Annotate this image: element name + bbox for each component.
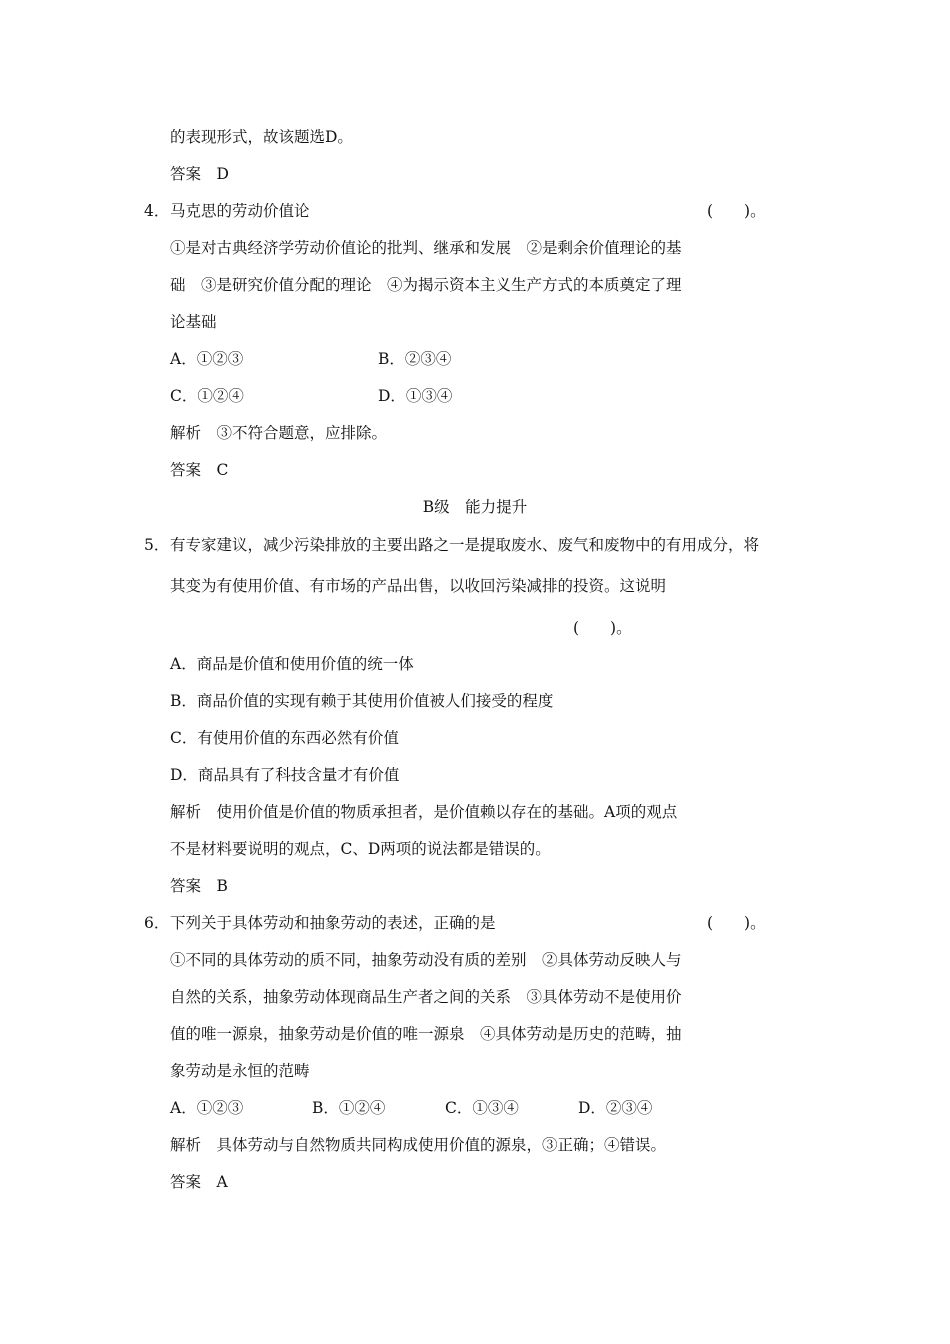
q6-answer-bracket: ( )。 <box>707 914 766 932</box>
q5-analysis-line: 不是材料要说明的观点，C、D两项的说法都是错误的。 <box>170 840 551 858</box>
q4-answer-bracket: ( )。 <box>707 202 766 220</box>
q6-analysis: 解析 具体劳动与自然物质共同构成使用价值的源泉，③正确；④错误。 <box>170 1136 667 1154</box>
q4-option-d: D．①③④ <box>378 387 453 405</box>
q6-option-d: D．②③④ <box>578 1099 653 1117</box>
q6-option-b: B．①②④ <box>312 1099 386 1117</box>
q6-number: 6． <box>144 914 170 932</box>
q5-option-d: D．商品具有了科技含量才有价值 <box>170 766 400 784</box>
q6-answer: 答案 A <box>170 1173 228 1191</box>
q5-stem-line: 有专家建议，减少污染排放的主要出路之一是提取废水、废气和废物中的有用成分，将 <box>170 536 760 554</box>
q6-option-a: A．①②③ <box>170 1099 244 1117</box>
q5-stem-line: 其变为有使用价值、有市场的产品出售，以收回污染减排的投资。这说明 <box>170 577 667 595</box>
q6-statement-line: 自然的关系，抽象劳动体现商品生产者之间的关系 ③具体劳动不是使用价 <box>170 988 682 1006</box>
q5-analysis-line: 解析 使用价值是价值的物质承担者，是价值赖以存在的基础。A项的观点 <box>170 803 678 821</box>
q5-option-b: B．商品价值的实现有赖于其使用价值被人们接受的程度 <box>170 692 554 710</box>
q5-answer: 答案 B <box>170 877 228 895</box>
q6-option-c: C．①③④ <box>445 1099 519 1117</box>
q3-analysis-tail: 的表现形式，故该题选D。 <box>170 128 353 146</box>
q3-answer: 答案 D <box>170 165 229 183</box>
q5-answer-bracket: ( )。 <box>573 619 632 637</box>
q4-answer: 答案 C <box>170 461 229 479</box>
q6-stem: 下列关于具体劳动和抽象劳动的表述，正确的是 <box>170 914 496 932</box>
q4-option-c: C．①②④ <box>170 387 244 405</box>
q4-statement-line: 论基础 <box>170 313 217 331</box>
q6-statement-line: ①不同的具体劳动的质不同，抽象劳动没有质的差别 ②具体劳动反映人与 <box>170 951 682 969</box>
q4-statement-line: 础 ③是研究价值分配的理论 ④为揭示资本主义生产方式的本质奠定了理 <box>170 276 682 294</box>
q5-option-c: C．有使用价值的东西必然有价值 <box>170 729 399 747</box>
section-b-heading: B级 能力提升 <box>422 498 528 516</box>
q4-stem: 马克思的劳动价值论 <box>170 202 310 220</box>
q4-number: 4． <box>144 202 170 220</box>
q4-analysis: 解析 ③不符合题意，应排除。 <box>170 424 388 442</box>
q6-statement-line: 值的唯一源泉，抽象劳动是价值的唯一源泉 ④具体劳动是历史的范畴，抽 <box>170 1025 682 1043</box>
q4-option-b: B．②③④ <box>378 350 452 368</box>
q5-number: 5． <box>144 536 170 554</box>
q6-statement-line: 象劳动是永恒的范畴 <box>170 1062 310 1080</box>
q4-option-a: A．①②③ <box>170 350 244 368</box>
q5-option-a: A．商品是价值和使用价值的统一体 <box>170 655 414 673</box>
q4-statement-line: ①是对古典经济学劳动价值论的批判、继承和发展 ②是剩余价值理论的基 <box>170 239 682 257</box>
